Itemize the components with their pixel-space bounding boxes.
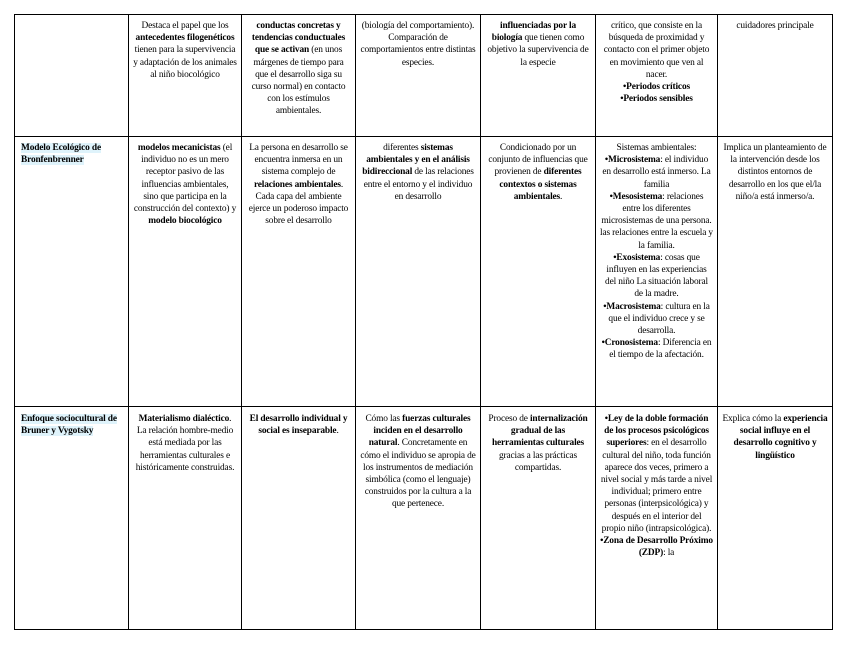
table-cell	[596, 15, 718, 137]
cell-text: •Cronosistema	[601, 338, 658, 349]
table-row	[15, 407, 833, 630]
row-title: Modelo Ecológico de Bronfenbrenner	[21, 143, 101, 166]
table-cell	[718, 15, 833, 137]
table-cell	[129, 15, 242, 137]
table-cell	[718, 137, 833, 407]
cell-text: diferentes	[383, 143, 421, 153]
row-title-cell	[15, 137, 129, 407]
cell-text: antecedentes filogenéticos	[135, 33, 235, 44]
cell-text: (biología del comportamiento). Comparación de comportamientos entre distintas especies.	[360, 21, 476, 68]
cell-text: conductas concretas y tendencias conductuales que se activan	[251, 21, 346, 56]
cell-text: •Periodos críticos	[623, 82, 690, 93]
cell-text: Implica un planteamiento de la intervención desde los distintos entornos de desarrollo en los que el/la niño/a está inmerso/a.	[723, 143, 827, 202]
cell-text: •Ley de la doble formación de los procesos psicológicos superiores	[604, 414, 709, 449]
table-row	[15, 137, 833, 407]
cell-text: gracias a las prácticas compartidas.	[498, 450, 577, 473]
cell-text: fuerzas culturales inciden en el desarrollo natural	[368, 414, 471, 449]
cell-text: : relaciones entre los diferentes microsistemas de una persona. las relaciones entre la escuela y la familia.	[600, 191, 713, 251]
cell-text: •Periodos sensibles	[620, 94, 693, 105]
row-title-cell	[15, 407, 129, 630]
cell-text: Proceso de	[488, 414, 530, 424]
cell-text: : en el desarrollo cultural del niño, toda función aparece dos veces, primero a nivel social y más tarde a nivel individual; primero entre personas (interpsicológica) y después en el interior del propio niño (intrapsicológica).	[600, 438, 713, 534]
table-cell	[481, 407, 596, 630]
cell-text: tienen para la supervivencia y adaptación de los animales al niño biocológico	[133, 45, 237, 80]
cell-text: La persona en desarrollo se encuentra inmersa en un sistema complejo de	[249, 143, 348, 178]
cell-text: . Concretamente en cómo el individuo se apropia de los instrumentos de mediación simbólica (como el lenguaje) construidos por la cultura a la que pertenece.	[360, 438, 476, 510]
cell-text: diferentes contextos o sistemas ambientales	[499, 167, 582, 202]
cell-text: : cultura en la que el individuo crece y se desarrolla.	[608, 301, 710, 337]
table-cell	[596, 407, 718, 630]
cell-text: Destaca el papel que los	[141, 21, 229, 31]
cell-text: (en unos márgenes de tiempo para que el desarrollo siga su curso normal) en contacto con los estímulos ambientales.	[251, 45, 346, 117]
cell-text: •Macrosistema	[603, 301, 661, 312]
cell-text: .	[560, 191, 563, 202]
table-cell	[356, 407, 481, 630]
table-cell	[356, 137, 481, 407]
cell-text: modelo biocológico	[148, 216, 222, 227]
cell-text: •Microsistema	[604, 155, 661, 166]
cell-text: internalización gradual de las herramientas culturales	[491, 414, 588, 449]
table-cell	[596, 137, 718, 407]
cell-text: •Exosistema	[613, 252, 661, 263]
cell-text: Explica cómo la	[722, 414, 784, 424]
cell-text: crítico, que consiste en la búsqueda de proximidad y contacto con el primer objeto en movimiento que ven al nacer.	[603, 21, 710, 80]
table-row	[15, 15, 833, 137]
cell-text: de las relaciones entre el entorno y el individuo en desarrollo	[363, 167, 474, 202]
table-cell	[481, 15, 596, 137]
cell-text: Materialismo dialéctico	[138, 414, 230, 424]
cell-text: . Cada capa del ambiente ejerce un poderoso impacto sobre el desarrollo	[248, 179, 349, 227]
row-title: Enfoque sociocultural de Bruner y Vygotsky	[21, 414, 117, 437]
cell-text: : Diferencia en el tiempo de la afectación.	[609, 338, 712, 361]
cell-text: influenciadas por la biología	[491, 21, 576, 44]
table-cell	[242, 137, 356, 407]
cell-text: sistemas ambientales y en el análisis bidireccional	[362, 143, 470, 178]
cell-text: : cosas que influyen en las experiencias del niño La situación laboral de la madre.	[605, 252, 708, 300]
cell-text: •Mesosistema	[609, 191, 663, 202]
cell-text: El desarrollo individual y social es inseparable	[249, 414, 348, 437]
row-title-cell	[15, 15, 129, 137]
table-cell	[129, 407, 242, 630]
cell-text: •Zona de Desarrollo Próximo (ZDP)	[600, 536, 713, 559]
table-cell	[356, 15, 481, 137]
cell-text: Condicionado por un conjunto de influencias que provienen de	[488, 143, 588, 178]
table-cell	[129, 137, 242, 407]
cell-text: que tienen como objetivo la supervivencia de la especie	[487, 33, 589, 68]
cell-text: : el individuo en desarrollo está inmerso. La familia	[602, 155, 711, 190]
cell-text: modelos mecanicistas	[137, 143, 221, 153]
cell-text: cuidadores principale	[736, 21, 814, 31]
theories-table	[14, 14, 833, 630]
table-cell	[242, 15, 356, 137]
cell-text: (el individuo no es un mero receptor pasivo de las influencias ambientales, sino que participa en la construcción del contexto) y	[133, 143, 237, 215]
table-cell	[481, 137, 596, 407]
cell-text: relaciones ambientales	[253, 179, 341, 190]
cell-text: . La relación hombre-medio está mediada por las herramientas culturales e históricamente construidas.	[135, 414, 235, 473]
table-cell	[718, 407, 833, 630]
cell-text: Sistemas ambientales:	[616, 143, 697, 153]
cell-text: experiencia social influye en el desarrollo cognitivo y lingüístico	[733, 414, 828, 461]
cell-text: : la	[663, 548, 675, 559]
cell-text: Cómo las	[365, 414, 403, 424]
cell-text: .	[336, 426, 339, 437]
table-cell	[242, 407, 356, 630]
